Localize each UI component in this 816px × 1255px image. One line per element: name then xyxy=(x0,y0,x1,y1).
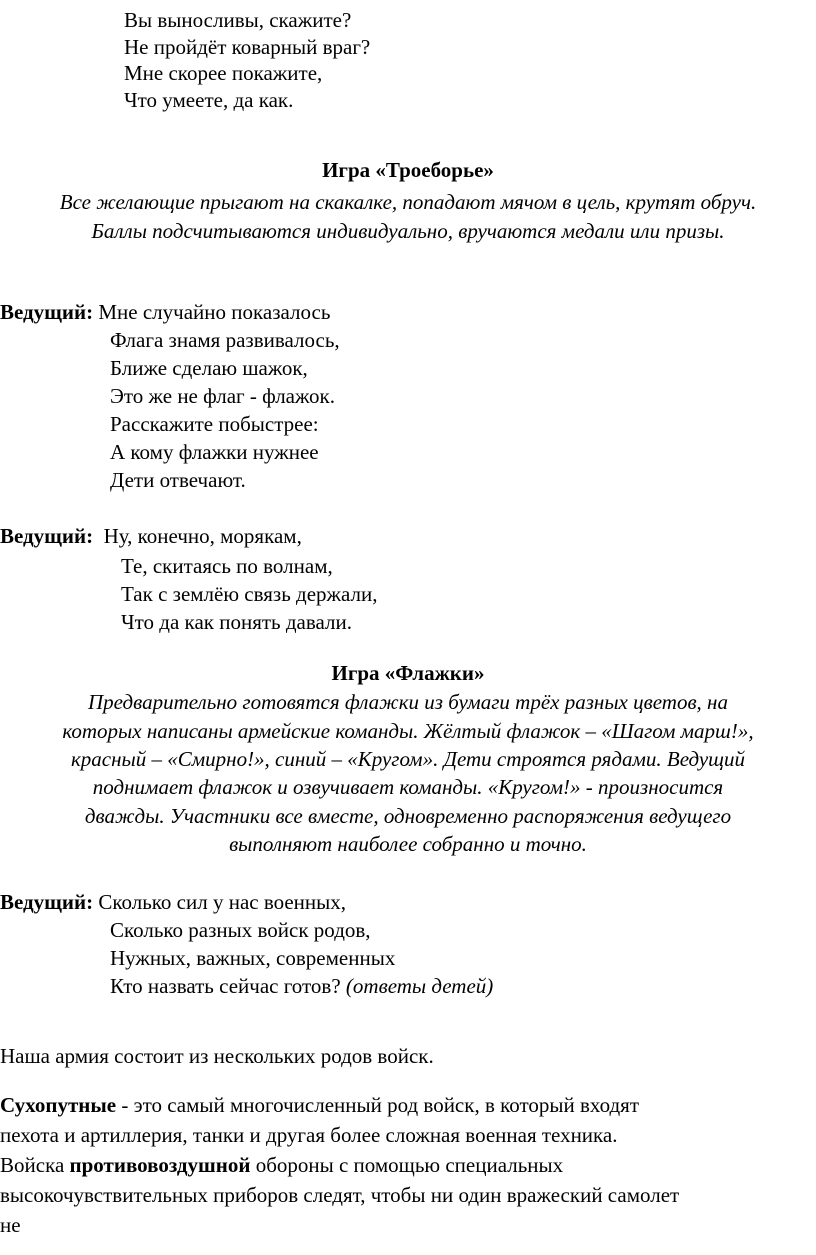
poem-line: Не пройдёт коварный враг? xyxy=(124,35,371,59)
host-speech: Ну, конечно, морякам, xyxy=(93,524,302,548)
game-description-line: Предварительно готовятся флажки из бумаги трёх разных цветов, на xyxy=(88,690,728,714)
poem-line: Это же не флаг - флажок. xyxy=(110,384,335,408)
paragraph-line xyxy=(0,1155,563,1176)
paragraph-line: пехота и артиллерия, танки и другая более сложная военная техника. xyxy=(0,1123,618,1147)
game-description-line: выполняют наиболее собранно и точно. xyxy=(229,832,587,856)
game-description-line: Все желающие прыгают на скакалке, попадают мячом в цель, крутят обруч. xyxy=(59,190,757,214)
paragraph-text: - это самый многочисленный род войск, в который входят xyxy=(116,1093,640,1117)
paragraph-text: обороны с помощью специальных xyxy=(250,1153,564,1177)
game-description-line: поднимает флажок и озвучивает команды. «Кругом!» - произносится xyxy=(92,775,724,799)
game-title: Игра «Флажки» xyxy=(331,661,485,685)
paragraph-text: Войска xyxy=(0,1153,70,1177)
poem-line: Мне скорее покажите, xyxy=(124,61,323,85)
game-description-line: которых написаны армейские команды. Жёлтый флажок – «Шагом марш!», xyxy=(62,719,754,743)
host-speech: Мне случайно показалось xyxy=(93,300,331,324)
poem-line: Те, скитаясь по волнам, xyxy=(121,554,333,578)
stage-direction: (ответы детей) xyxy=(345,974,494,998)
host-line xyxy=(0,526,302,547)
poem-line: Ближе сделаю шажок, xyxy=(110,356,308,380)
term: противовоздушной xyxy=(69,1153,251,1177)
game-description-line: Баллы подсчитываются индивидуально, вручаются медали или призы. xyxy=(91,219,725,243)
host-line xyxy=(0,892,346,913)
poem-line xyxy=(110,976,493,997)
poem-text: Кто назвать сейчас готов? xyxy=(110,974,346,998)
poem-line: А кому флажки нужнее xyxy=(110,440,319,464)
poem-line: Вы выносливы, скажите? xyxy=(124,8,352,32)
game-title: Игра «Троеборье» xyxy=(322,158,494,182)
host-label: Ведущий: xyxy=(0,300,94,324)
poem-line: Дети отвечают. xyxy=(110,468,246,492)
poem-line: Так с землёю связь держали, xyxy=(121,582,378,606)
poem-line: Что да как понять давали. xyxy=(121,610,352,634)
paragraph-line xyxy=(0,1095,639,1116)
poem-line: Сколько разных войск родов, xyxy=(110,918,371,942)
term: Сухопутные xyxy=(0,1093,117,1117)
game-description-line: красный – «Смирно!», синий – «Кругом». Дети строятся рядами. Ведущий xyxy=(70,747,746,771)
paragraph-line: высокочувствительных приборов следят, чтобы ни один вражеский самолет xyxy=(0,1183,680,1207)
host-line xyxy=(0,302,330,323)
paragraph-line: не xyxy=(0,1213,21,1237)
poem-line: Что умеете, да как. xyxy=(124,88,294,112)
host-speech: Сколько сил у нас военных, xyxy=(93,890,347,914)
poem-line: Нужных, важных, современных xyxy=(110,946,396,970)
host-label: Ведущий: xyxy=(0,890,94,914)
poem-line: Расскажите побыстрее: xyxy=(110,412,319,436)
game-description-line: дважды. Участники все вместе, одновременно распоряжения ведущего xyxy=(84,804,732,828)
paragraph: Наша армия состоит из нескольких родов войск. xyxy=(0,1044,434,1068)
poem-line: Флага знамя развивалось, xyxy=(110,328,340,352)
host-label: Ведущий: xyxy=(0,524,94,548)
